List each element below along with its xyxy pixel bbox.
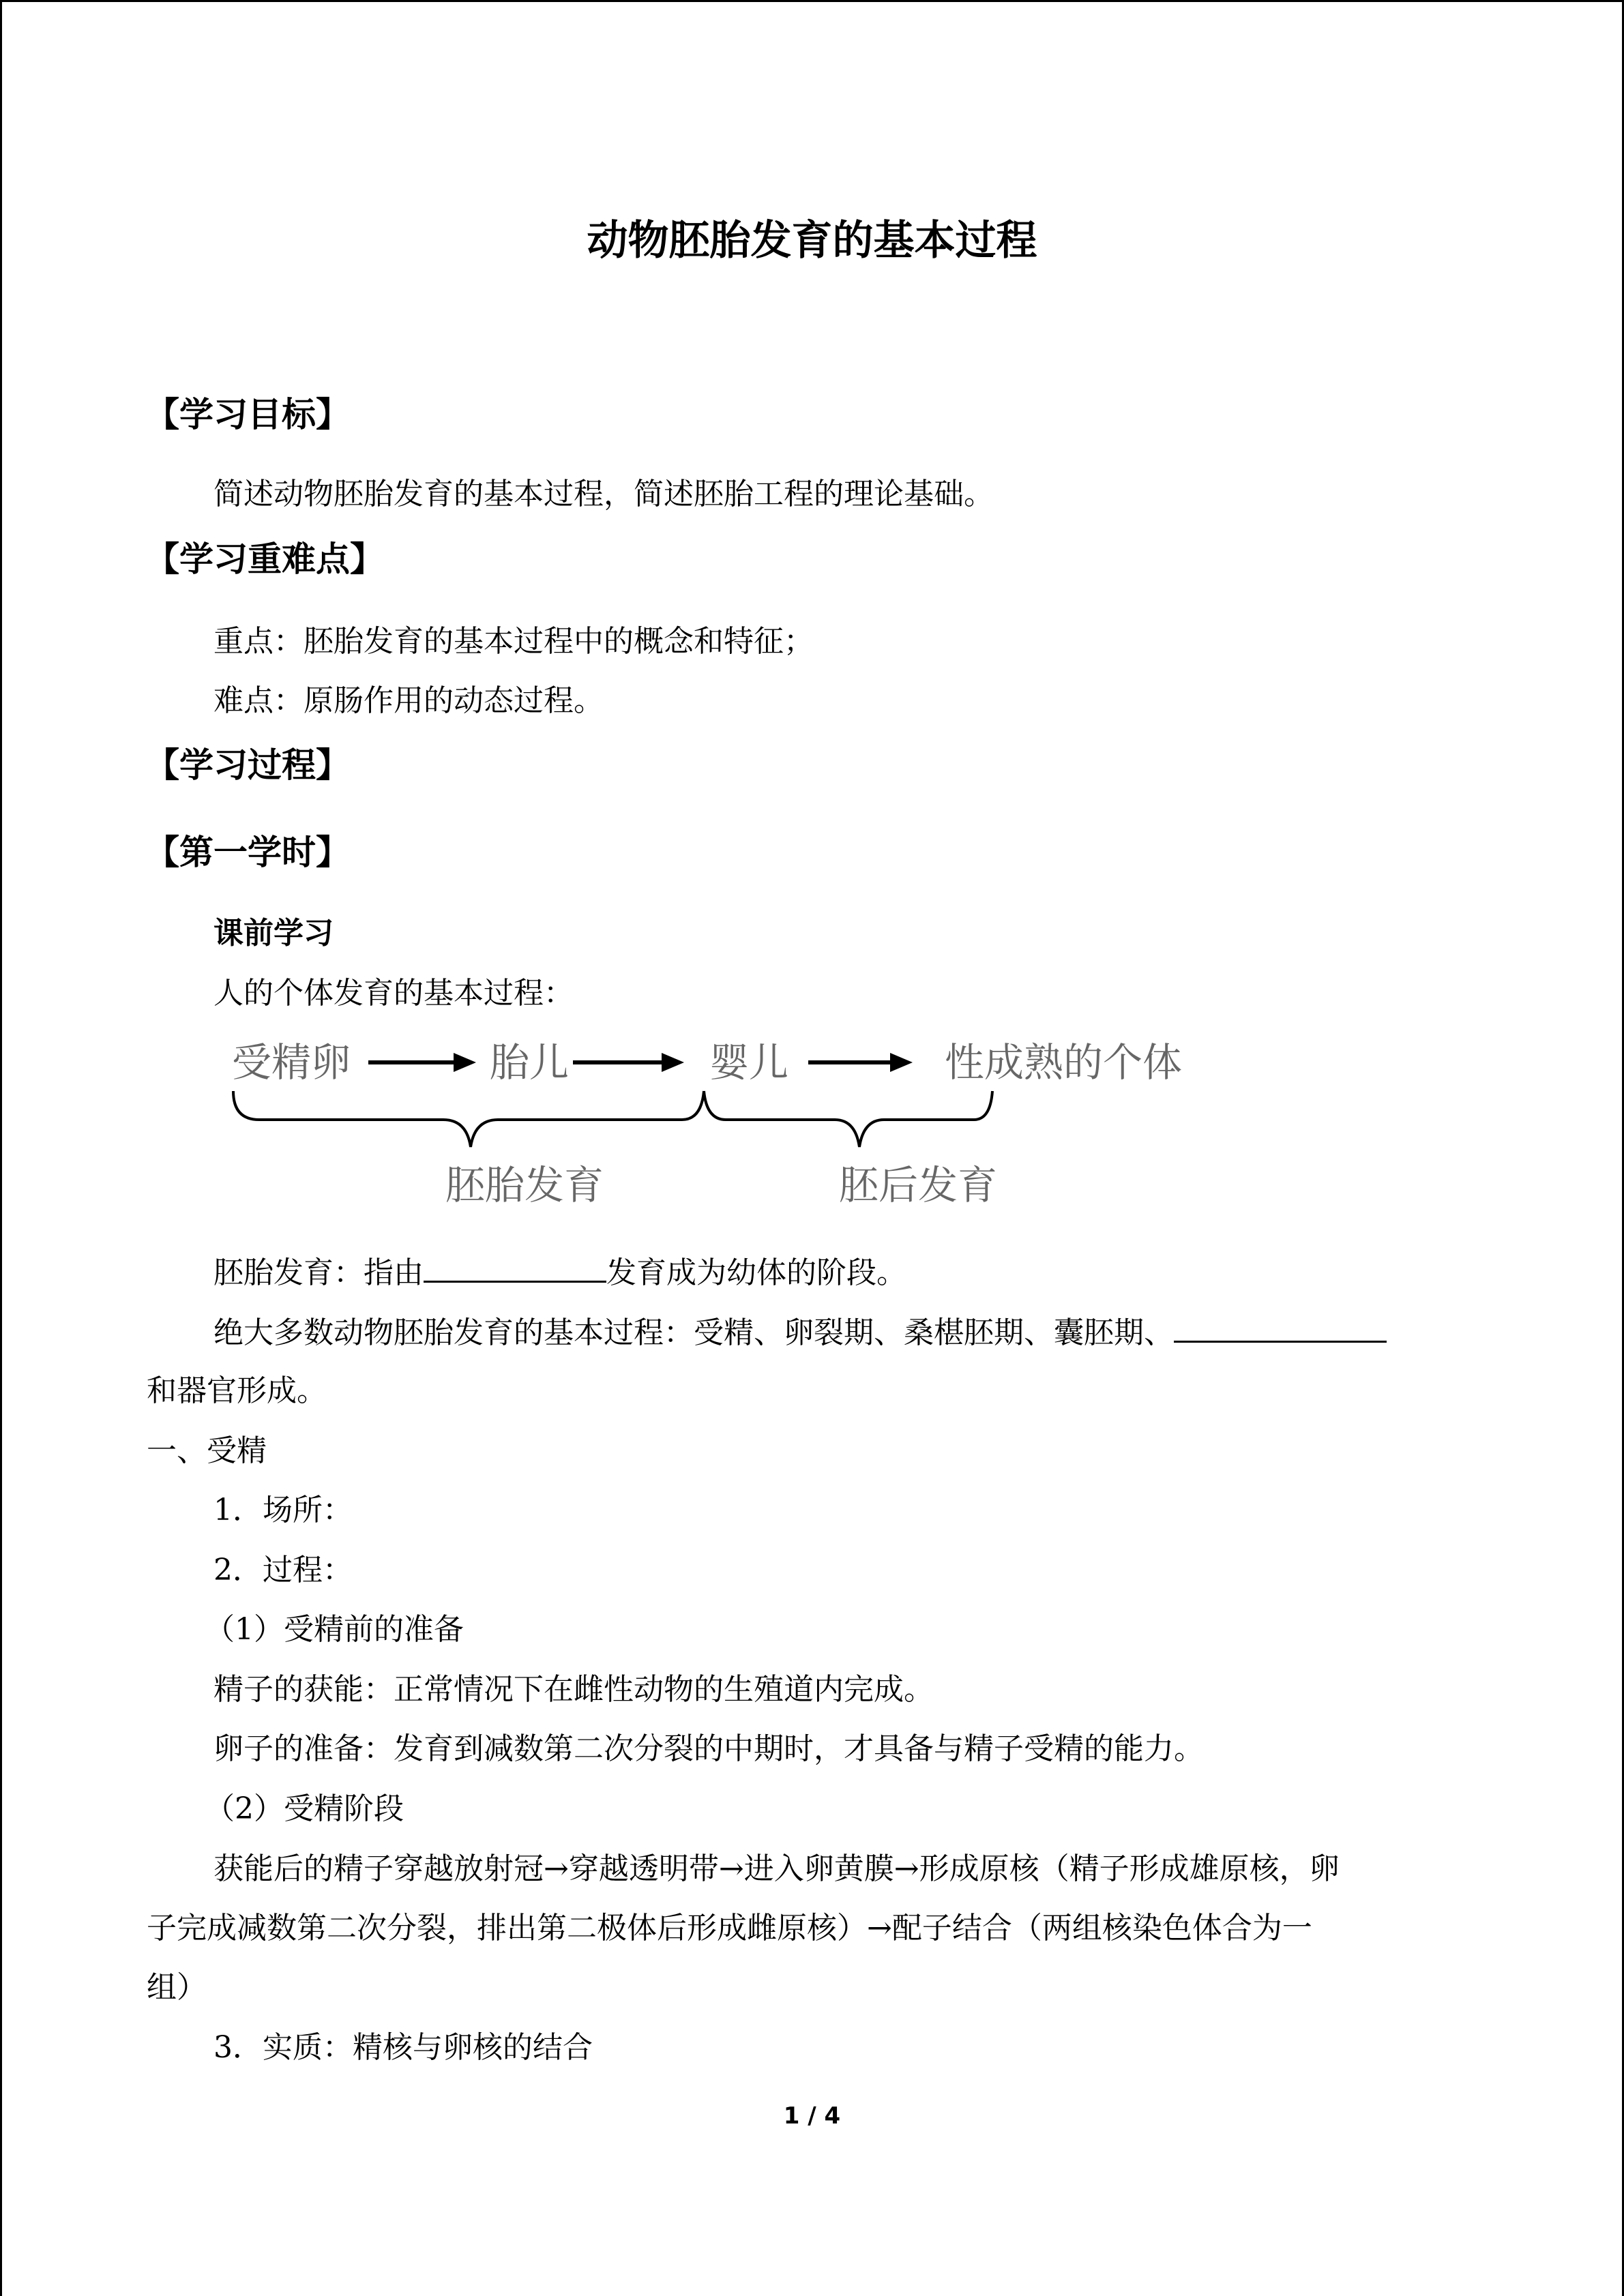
key-difficult-heading: 【学习重难点】 [145,539,384,579]
pre-study-heading: 课前学习 [213,916,334,951]
brace-right-label: 胚后发育 [839,1162,998,1208]
process-line-2: 和器官形成。 [147,1373,327,1408]
item-location: 1．场所： [213,1493,353,1527]
brace-postembryonic [704,1091,992,1147]
development-diagram [218,1023,1214,1221]
stage-mature-individual: 性成熟的个体 [945,1039,1183,1086]
fill-blank-line[interactable] [424,1248,606,1283]
stage-line-2: 子完成减数第二次分裂，排出第二极体后形成雌原核）→配子结合（两组核染色体合为一 [147,1911,1312,1945]
item-process: 2．过程： [213,1553,353,1587]
key-point: 重点：胚胎发育的基本过程中的概念和特征； [213,624,814,659]
arrow-right-icon [808,1053,913,1072]
lesson-heading: 【第一学时】 [145,833,350,872]
stage-line-3: 组） [147,1970,207,2005]
embryo-definition [213,1248,906,1297]
process-line-1 [213,1308,1387,1357]
page-number: 1 / 4 [783,2102,841,2130]
arrow-right-icon [573,1053,684,1072]
sub-fertilization-stage: （2）受精阶段 [205,1791,404,1826]
stage-fertilized-egg: 受精卵 [232,1039,351,1086]
page-title: 动物胚胎发育的基本过程 [587,217,1037,265]
difficult-point: 难点：原肠作用的动态过程。 [213,683,604,718]
brace-left-label: 胚胎发育 [445,1162,604,1208]
egg-preparation: 卵子的准备：发育到减数第二次分裂的中期时，才具备与精子受精的能力。 [213,1731,1204,1766]
embryo-def-prefix: 胚胎发育：指由 [213,1255,424,1290]
item-essence: 3．实质：精核与卵核的结合 [213,2030,593,2065]
goals-heading: 【学习目标】 [145,395,350,434]
embryo-def-suffix: 发育成为幼体的阶段。 [606,1255,906,1290]
goals-text: 简述动物胚胎发育的基本过程，简述胚胎工程的理论基础。 [213,477,994,511]
sperm-capacitation: 精子的获能：正常情况下在雌性动物的生殖道内完成。 [213,1672,934,1707]
sub-preparation: （1）受精前的准备 [205,1612,464,1647]
part1-heading: 一、受精 [147,1433,267,1468]
stage-line-1: 获能后的精子穿越放射冠→穿越透明带→进入卵黄膜→形成原核（精子形成雄原核，卵 [213,1851,1340,1886]
stage-infant: 婴儿 [709,1039,789,1086]
brace-embryonic [233,1091,704,1147]
stage-fetus: 胎儿 [490,1039,570,1086]
fill-blank-line[interactable] [1174,1308,1387,1343]
process-heading: 【学习过程】 [145,745,350,785]
arrow-right-icon [368,1053,476,1072]
human-dev-intro: 人的个体发育的基本过程： [213,976,574,1011]
process-line1-text: 绝大多数动物胚胎发育的基本过程：受精、卵裂期、桑椹胚期、囊胚期、 [213,1315,1174,1350]
